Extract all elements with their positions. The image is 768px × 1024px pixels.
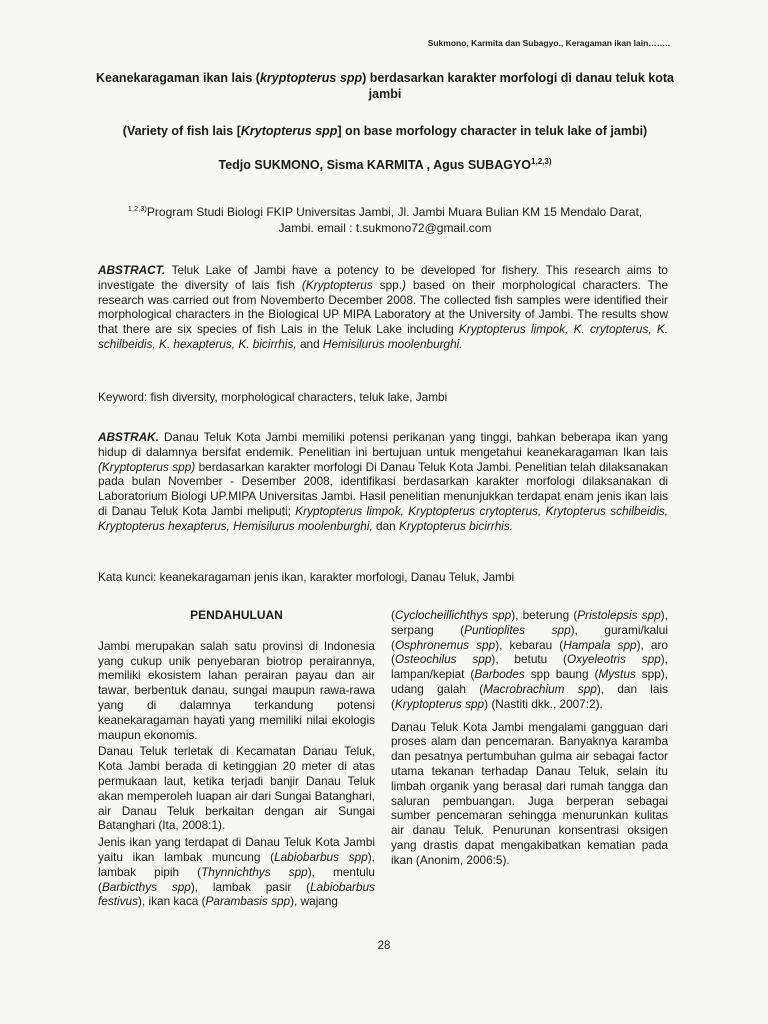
species-name: Macrobrachium spp: [483, 681, 597, 696]
text-run: spp baung (: [524, 667, 599, 682]
paragraph: Danau Teluk Kota Jambi mengalami gangguan dari proses alam dan pencemaran. Banyaknya karamba dan pesatnya pertumbuhan gulma air sebagai factor utama tekanan terhadap Danau Teluk, selain itu limbah organik yang berasal dari rumah tangga dan saluran pembuangan. Juga berperan sebagai sumber pencemaran sehingga menurunkan kulitas air danau Teluk. Penurunan konsentrasi oksigen yang drastis dapat mengakibatkan kematian pada ikan (Anonim, 2006:5).: [391, 719, 668, 867]
species-name: Labiobarbus festivus: [98, 879, 375, 909]
text-run: ), betutu (: [491, 652, 567, 667]
text-run: ), gurami/kalui (: [391, 622, 668, 652]
abstract-text: Teluk Lake of Jambi have a potency to be developed for fishery. This research aims to investigate the diversity of lais fish: [98, 263, 668, 292]
abstract-label: ABSTRACT.: [98, 263, 166, 277]
species-name: Puntioplites spp: [464, 622, 571, 637]
section-heading: PENDAHULUAN: [190, 608, 283, 622]
species-name: Osphronemus spp: [394, 637, 496, 652]
text-run: ), serpang (: [391, 608, 668, 637]
species-name: Mystus: [598, 667, 636, 682]
species-name: Parambasis spp: [205, 894, 291, 909]
paragraph: [98, 835, 375, 909]
title-species: kryptopterus spp: [259, 71, 363, 85]
abstract-text: and: [296, 336, 323, 351]
species-name: Barbicthys spp: [101, 879, 191, 894]
running-head: Sukmono, Karmita dan Subagyo., Keragaman ikan lain……..: [427, 38, 670, 48]
species-name: Cyclocheillichthys spp: [394, 608, 512, 622]
text-run: ), kebarau (: [495, 637, 564, 652]
abstrak-label: ABSTRAK.: [98, 430, 159, 444]
species-name: Kryptopterus spp: [394, 696, 485, 711]
species-name: Thynnichthys spp: [201, 864, 308, 879]
abstrak-italic: Kryptopterus limpok, Kryptopterus crytopterus, Krytopterus schilbeidis, Kryptopterus hexapterus, Hemisilurus moolenburghi,: [98, 503, 668, 533]
text-run: ), wajang: [290, 894, 338, 909]
en-title-species: Krytopterus spp: [240, 124, 338, 138]
text-run: ), mentulu (: [98, 864, 375, 894]
species-name: Oxyeleotris spp: [566, 652, 661, 667]
abstrak-text: Danau Teluk Kota Jambi memiliki potensi perikanan yang tinggi, bahkan beberapa ikan yang hidup di dalamnya bersifat endemik. Penelitian ini bertujuan untuk mengetahui keanekaragaman Ikan lais: [98, 430, 668, 459]
paragraph: [391, 608, 668, 712]
abstract-text: spp.: [372, 277, 403, 292]
affiliation: [80, 201, 690, 236]
species-name: Pristolepsis spp: [577, 608, 661, 622]
paragraph: Danau Teluk terletak di Kecamatan Danau Teluk, Kota Jambi berada di ketinggian 20 meter di atas permukaan laut, ketika terjadi banjir Danau Teluk akan memperoleh luapan air dari Sungai Batanghari, air Danau Teluk berkaitan dengan air Sungai Batanghari (Ita, 2008:1).: [98, 744, 375, 833]
text-run: Jenis ikan yang terdapat di Danau Teluk Kota Jambi yaitu ikan lambak muncung (: [98, 835, 375, 864]
text-run: ), beterung (: [511, 608, 578, 622]
keywords-english: Keyword: fish diversity, morphological characters, teluk lake, Jambi: [98, 390, 448, 404]
english-title: [60, 124, 710, 138]
text-run: ), lambak pasir (: [190, 879, 311, 894]
abstrak-text: dan: [372, 518, 399, 533]
abstrak-italic: (Kryptopterus spp): [98, 459, 196, 474]
abstract-english: [98, 263, 668, 352]
abstract-italic: (Kryptopterus: [301, 277, 373, 292]
en-title-text-end: ] on base morfology character in teluk lake of jambi): [337, 124, 648, 138]
text-run: ), lambak pipih (: [98, 849, 375, 879]
abstrak-text: berdasarkan karakter morfologi Di Danau Teluk Kota Jambi. Penelitian telah dilaksanakan pada bulan November - Desember 2008, identifikasi berdasarkan karakter morfologi dilaksanakan di Laboratorium Biologi UP.MIPA Universitas Jambi. Hasil penelitian menunjukkan terdapat enam jenis ikan lais di Danau Teluk Kota Jambi meliputi;: [98, 459, 668, 518]
paper-title: [90, 70, 680, 102]
abstract-italic: Kryptopterus limpok, K. crytopterus, K. schilbeidis, K. hexapterus, K. bicirrhis,: [98, 322, 669, 351]
affiliation-line-1: Program Studi Biologi FKIP Universitas Jambi, Jl. Jambi Muara Bulian KM 15 Mendalo Darat,: [146, 205, 643, 219]
en-title-text: (Variety of fish lais [: [122, 124, 241, 138]
text-run: ), dan lais (: [391, 681, 669, 711]
abstract-italic: Hemisilurus moolenburghi.: [322, 336, 463, 351]
text-run: ), aro (: [391, 637, 668, 667]
affiliation-superscript: 1,2,3): [127, 204, 147, 213]
page-number: 28: [377, 940, 391, 952]
text-run: ), lampan/kepiat (: [391, 652, 668, 682]
author-superscript: 1,2,3): [531, 157, 552, 166]
species-name: Hampala spp: [563, 637, 637, 652]
keywords-indonesian: Kata kunci: keanekaragaman jenis ikan, karakter morfologi, Danau Teluk, Jambi: [98, 570, 515, 584]
paragraph: Jambi merupakan salah satu provinsi di Indonesia yang cukup unik penyebaran biotrop perairannya, memiliki ekosistem lahan perairan payau dan air tawar, berbentuk danau, sungai maupun rawa-rawa yang di dalamnya terkandung potensi keanekaragaman hayati yang memiliki nilai ekologis maupun ekonomis.: [98, 638, 375, 742]
text-run: (: [391, 608, 395, 622]
author-list: [60, 157, 710, 172]
left-column: [98, 608, 375, 915]
title-text-end: ) berdasarkan karakter morfologi di danau teluk kota jambi: [362, 71, 674, 101]
text-run: spp), udang galah (: [391, 667, 668, 696]
abstract-italic: ): [402, 277, 406, 292]
abstrak-italic: Kryptopterus bicirrhis.: [399, 518, 514, 533]
species-name: Labiobarbus spp: [274, 849, 368, 864]
text-run: ), ikan kaca (: [138, 894, 206, 909]
affiliation-line-2: Jambi. email : t.sukmono72@gmail.com: [278, 221, 492, 235]
title-text: Keanekaragaman ikan lais (: [96, 71, 260, 85]
species-name: Osteochilus spp: [394, 652, 492, 667]
text-run: ) (Nastiti dkk., 2007:2).: [484, 696, 603, 711]
species-name: Barbodes: [474, 667, 525, 682]
author-names: Tedjo SUKMONO, Sisma KARMITA , Agus SUBAGYO: [218, 158, 532, 173]
abstract-text: based on their morphological characters. The research was carried out from Novemberto December 2008. The collected fish samples were identified their morphological characters in the Biological UP MIPA Laboratory at the University of Jambi. The results show that there are six species of fish Lais in the Teluk Lake including: [98, 277, 669, 337]
abstract-indonesian: [98, 430, 668, 534]
right-column: [391, 608, 668, 874]
